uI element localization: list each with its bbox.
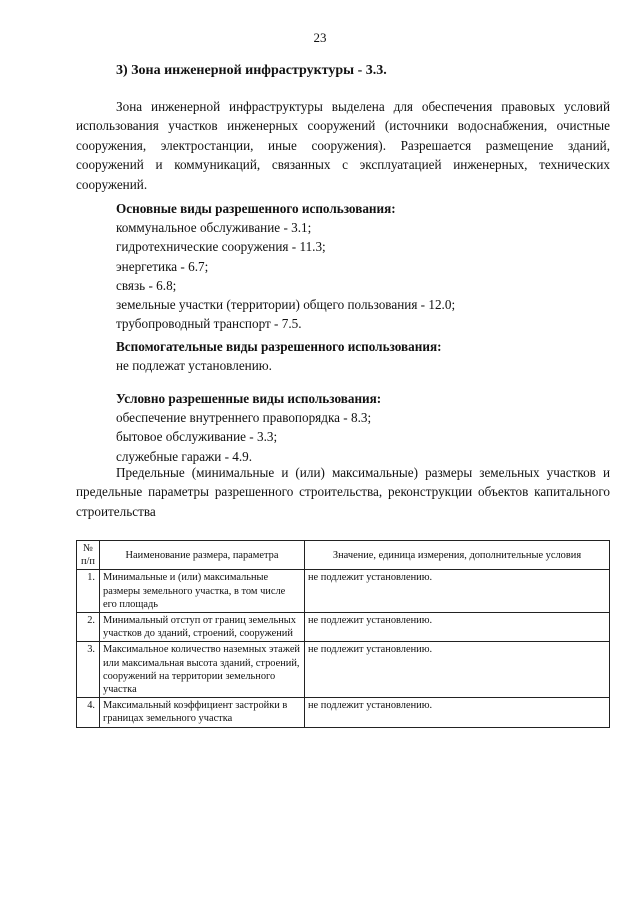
row-parameter: Минимальные и (или) максимальные размеры земельного участка, в том числе его площадь (100, 570, 305, 613)
row-value: не подлежит установлению. (305, 642, 610, 698)
table-row (77, 570, 610, 613)
row-parameter: Минимальный отступ от границ земельных участков до зданий, строений, сооружений (100, 613, 305, 642)
conditional-use-item: бытовое обслуживание - 3.3; (116, 429, 278, 445)
row-value: не подлежит установлению. (305, 570, 610, 613)
auxiliary-use-item: не подлежат установлению. (116, 358, 272, 374)
conditional-use-item: служебные гаражи - 4.9. (116, 448, 253, 464)
intro-paragraph: Зона инженерной инфраструктуры выделена для обеспечения правовых условий использования участков инженерных сооружений (источники водоснабжения, очистные сооружения, электростанции, иные сооружения). Разрешается размещение зданий, сооружений и коммуникаций, связанных с эксплуатацией инженерных, технических сооружений. (76, 99, 610, 192)
limits-paragraph: Предельные (минимальные и (или) максимальные) размеры земельных участков и предельные параметры разрешенного строительства, реконструкции объектов капитального строительства (76, 465, 610, 519)
main-use-item: гидротехнические сооружения - 11.3; (116, 239, 326, 255)
table-row (77, 613, 610, 642)
auxiliary-uses-title: Вспомогательные виды разрешенного использования: (116, 339, 442, 354)
row-number: 2. (77, 613, 100, 642)
row-number: 3. (77, 642, 100, 698)
conditional-uses-block (116, 389, 381, 466)
conditional-uses-title: Условно разрешенные виды использования: (116, 391, 382, 406)
parameters-table (76, 540, 610, 728)
table-row (77, 642, 610, 698)
row-number: 1. (77, 570, 100, 613)
header-number: № п/п (77, 541, 100, 570)
page-number: 23 (313, 30, 327, 45)
row-value: не подлежит установлению. (305, 613, 610, 642)
row-parameter: Максимальный коэффициент застройки в границах земельного участка (100, 698, 305, 727)
row-number: 4. (77, 698, 100, 727)
main-use-item: энергетика - 6.7; (116, 258, 209, 274)
row-value: не подлежит установлению. (305, 698, 610, 727)
main-use-item: коммунальное обслуживание - 3.1; (116, 220, 312, 236)
table-header-row (77, 541, 610, 570)
main-uses-title: Основные виды разрешенного использования: (116, 201, 396, 216)
main-use-item: земельные участки (территории) общего пользования - 12.0; (116, 297, 456, 313)
main-uses-block (116, 199, 455, 333)
table-row (77, 698, 610, 727)
main-use-item: связь - 6.8; (116, 277, 177, 293)
auxiliary-uses-block (116, 337, 441, 375)
main-use-item: трубопроводный транспорт - 7.5. (116, 316, 302, 332)
row-parameter: Максимальное количество наземных этажей или максимальная высота зданий, строений, сооружений на территории земельного участка (100, 642, 305, 698)
conditional-use-item: обеспечение внутреннего правопорядка - 8.3; (116, 410, 372, 426)
header-parameter: Наименование размера, параметра (100, 541, 305, 570)
section-heading: 3) Зона инженерной инфраструктуры - 3.3. (116, 63, 387, 78)
header-value: Значение, единица измерения, дополнительные условия (305, 541, 610, 570)
